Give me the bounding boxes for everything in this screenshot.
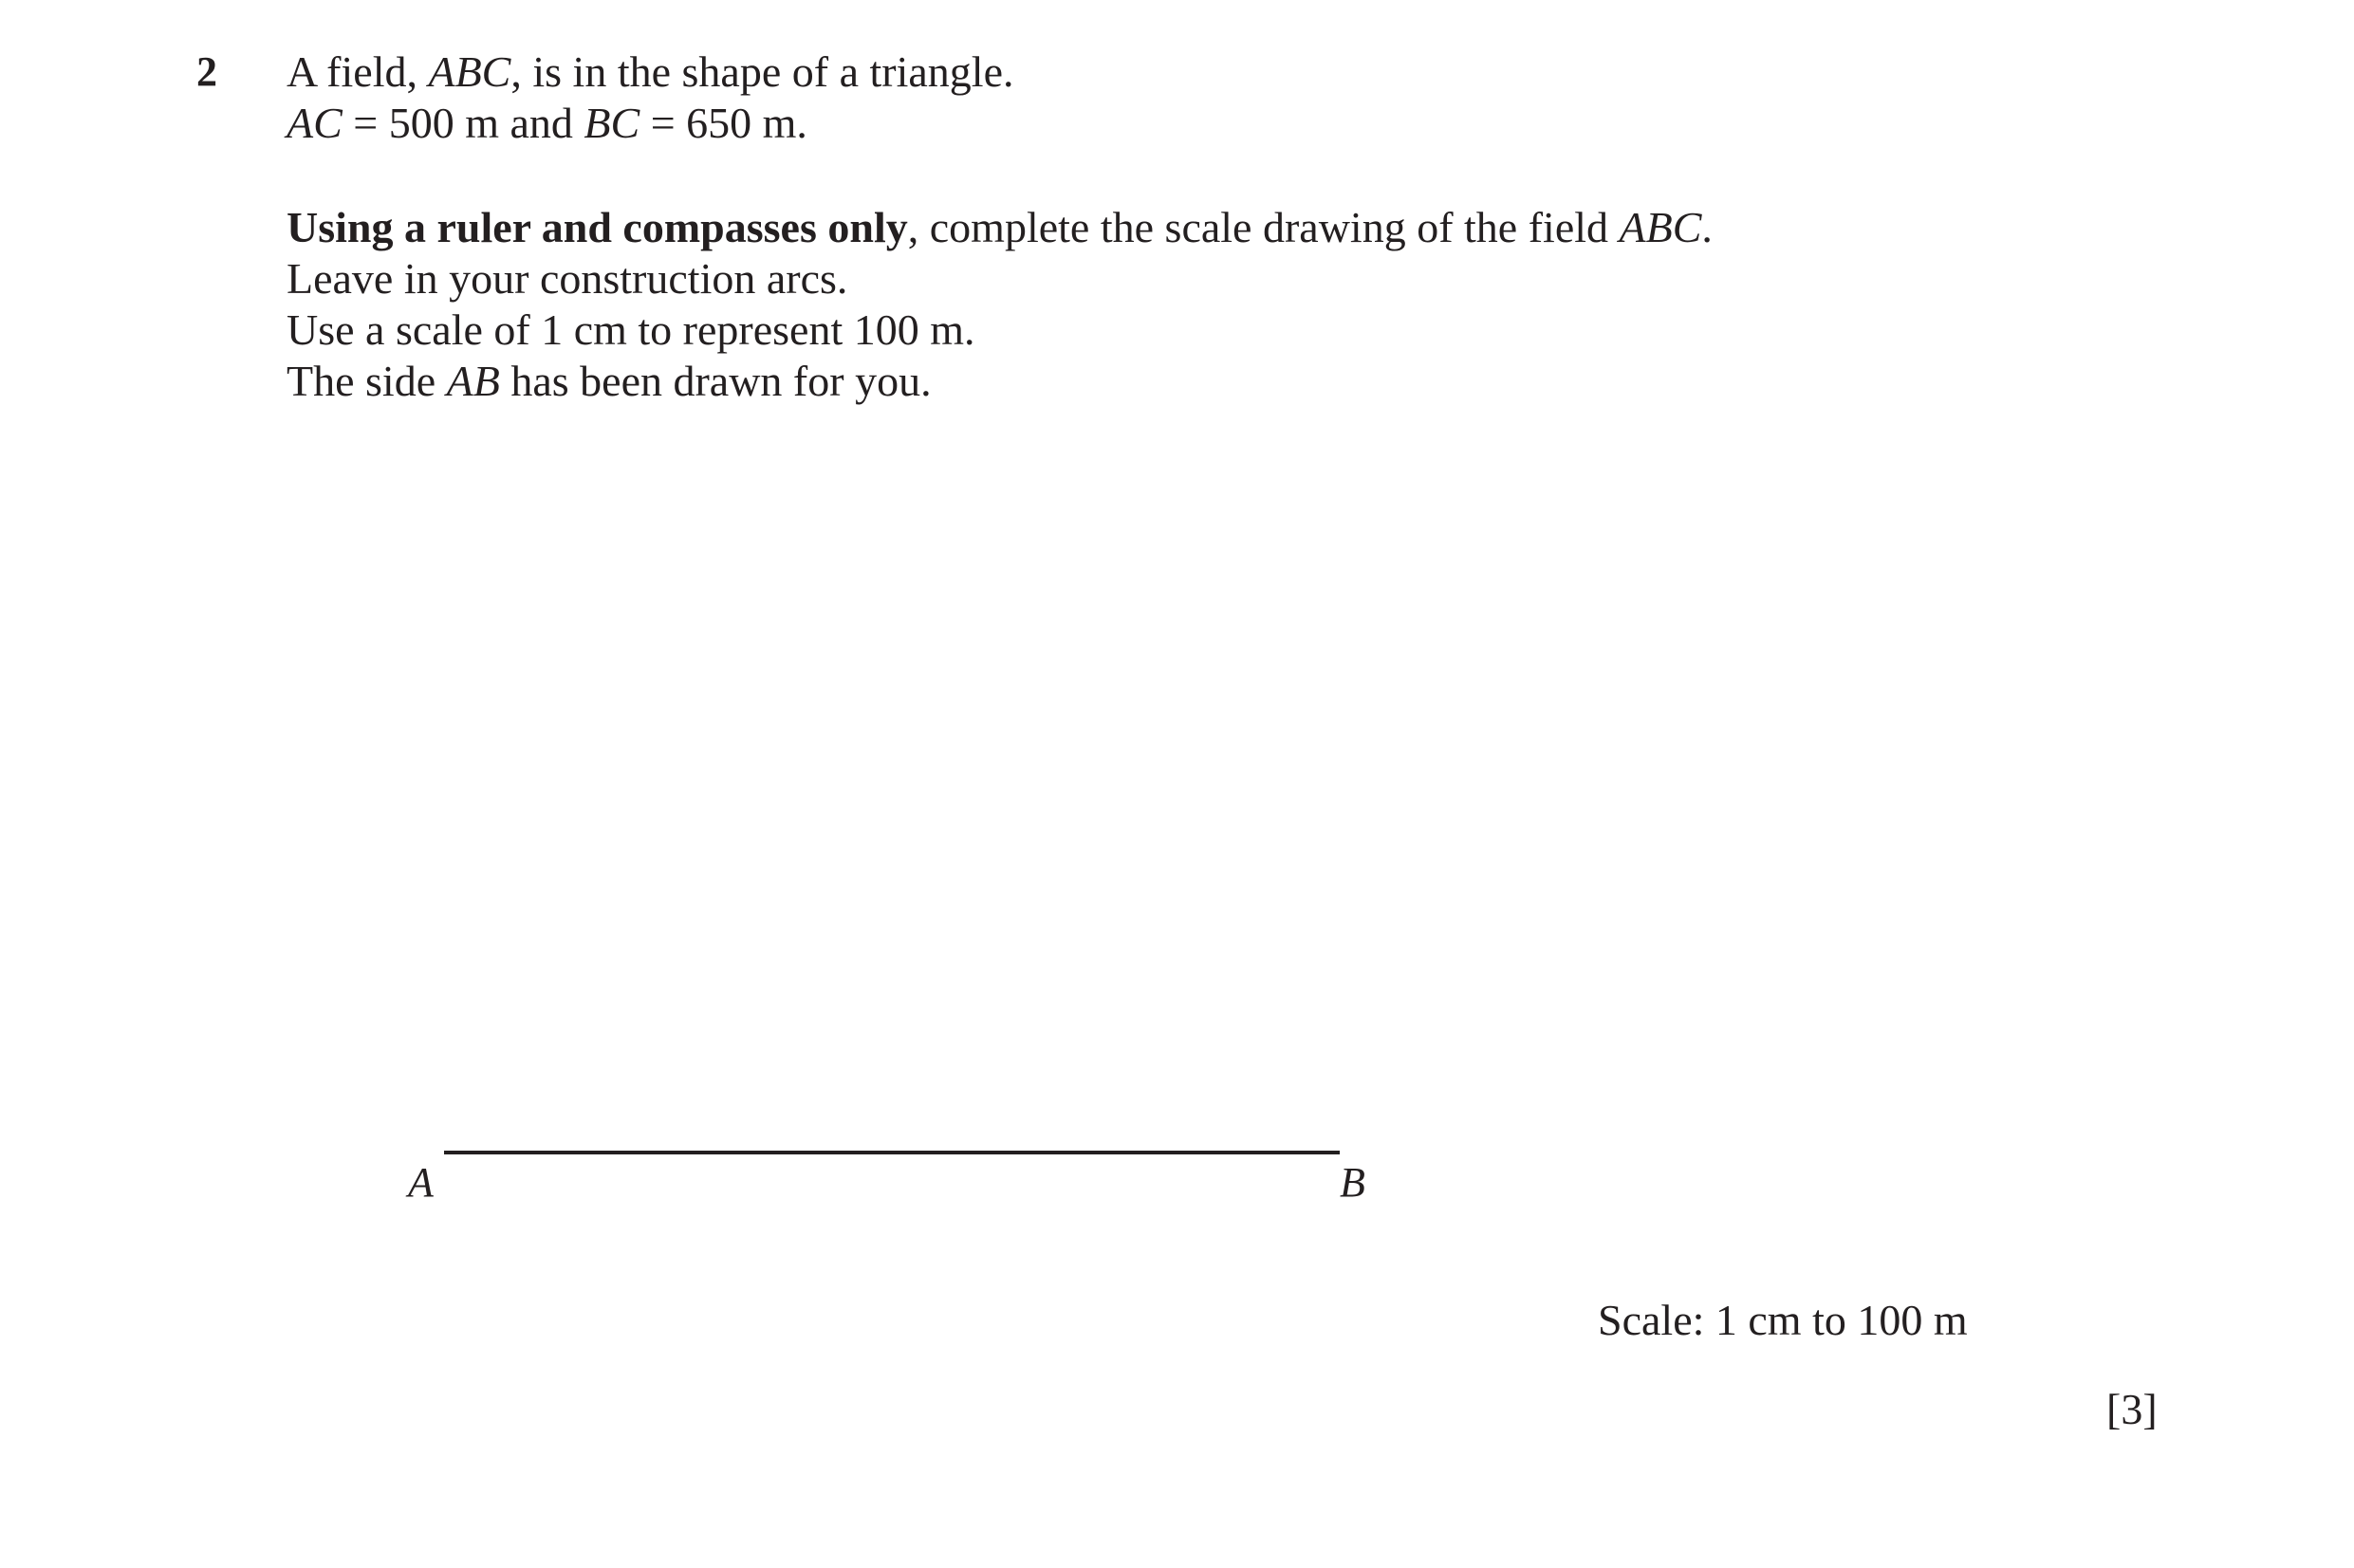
marks-allocation: [3]: [2106, 1385, 2158, 1433]
side-ab-name: AB: [446, 357, 500, 405]
side-lengths: [287, 95, 807, 152]
question-number: 2: [196, 48, 217, 95]
side-ab-text-1: The side: [287, 357, 447, 405]
construction-arcs-note: Leave in your construction arcs.: [287, 254, 848, 303]
triangle-name: ABC: [428, 47, 511, 96]
scale-note: Scale: 1 cm to 100 m: [1598, 1296, 1968, 1344]
intro-text-1: A field,: [287, 47, 429, 96]
side-ab-text-2: has been drawn for you.: [499, 357, 932, 405]
question-intro: [287, 44, 1014, 101]
side-lengths-text-1: = 500 m and: [342, 99, 584, 147]
side-lengths-text-2: = 650 m.: [639, 99, 807, 147]
side-ab-note: [287, 353, 932, 410]
instruction: [287, 199, 1713, 256]
line-segment-ab: [444, 1151, 1340, 1154]
scale-instruction: Use a scale of 1 cm to represent 100 m.: [287, 305, 975, 354]
instruction-text-2: .: [1701, 203, 1713, 251]
instruction-triangle-name: ABC: [1619, 203, 1702, 251]
side-ac-name: AC: [287, 99, 343, 147]
instruction-emphasis: Using a ruler and compasses only: [287, 203, 908, 251]
intro-text-2: , is in the shape of a triangle.: [510, 47, 1014, 96]
point-a-label: A: [408, 1159, 434, 1206]
side-bc-name: BC: [584, 99, 640, 147]
point-b-label: B: [1340, 1159, 1365, 1206]
instruction-text-1: , complete the scale drawing of the field: [907, 203, 1620, 251]
